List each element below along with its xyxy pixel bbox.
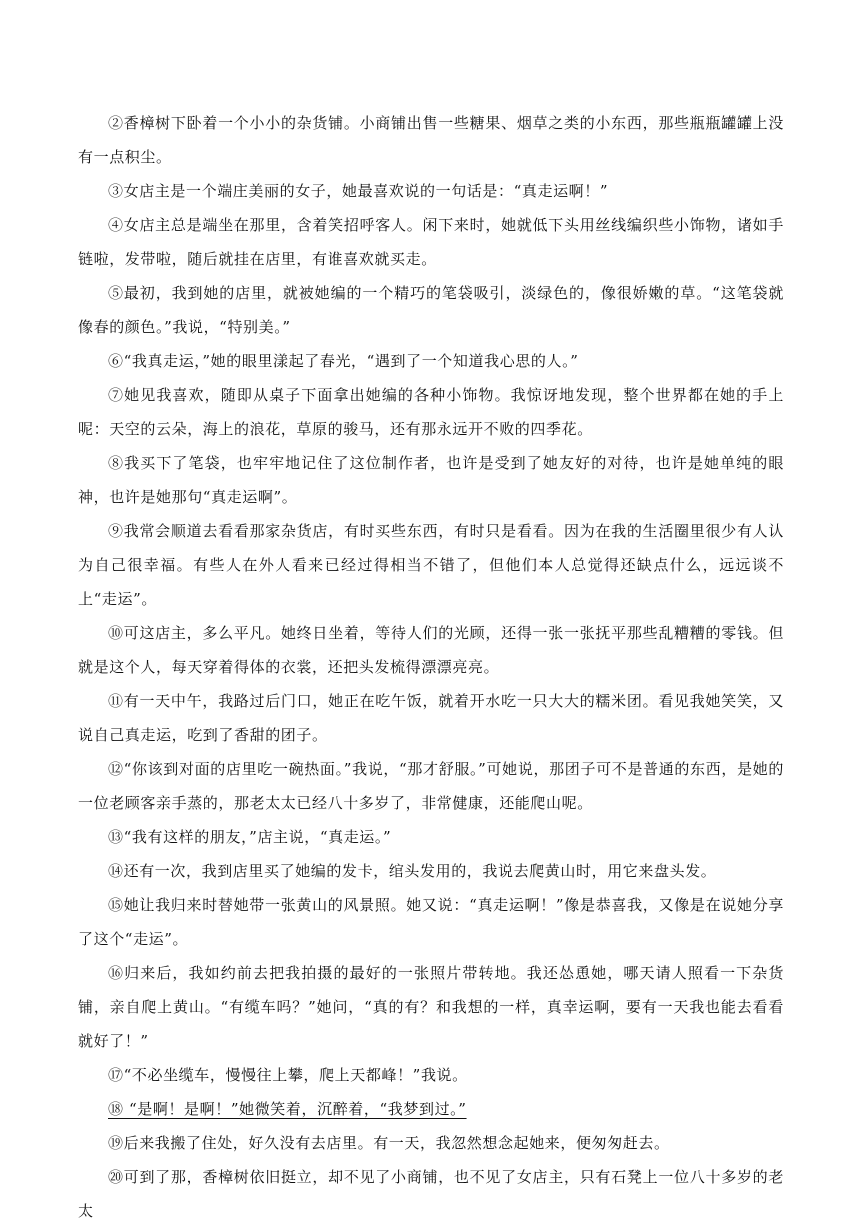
- paragraph-19: ⑲后来我搬了住处，好久没有去店里。有一天，我忽然想念起她来，便匆匆赶去。: [108, 1134, 670, 1152]
- paragraph-7: ⑦她见我喜欢，随即从桌子下面拿出她编的各种小饰物。我惊讶地发现，整个世界都在她的手上呢：天空的云朵，海上的浪花，草原的骏马，还有那永远开不败的四季花。: [78, 386, 784, 438]
- paragraph-16: ⑯归来后，我如约前去把我拍摄的最好的一张照片带转地。我还怂恿她，哪天请人照看一下杂货铺，亲自爬上黄山。“有缆车吗？”她问，“真的有？和我想的一样，真幸运啊，要有一天我也能去看看就好了！”: [78, 964, 784, 1050]
- paragraph-3: ③女店主是一个端庄美丽的女子，她最喜欢说的一句话是：“真走运啊！”: [108, 182, 609, 200]
- paragraph-8: ⑧我买下了笔袋，也牢牢地记住了这位制作者，也许是受到了她友好的对待，也许是她单纯的眼神，也许是她那句“真走运啊”。: [78, 454, 784, 506]
- paragraph-13: ⑬“我有这样的朋友，”店主说，“真走运。”: [108, 828, 392, 846]
- paragraph-9: ⑨我常会顺道去看看那家杂货店，有时买些东西，有时只是看看。因为在我的生活圈里很少有人认为自己很幸福。有些人在外人看来已经过得相当不错了，但他们本人总觉得还缺点什么，远远谈不上“走运”。: [78, 522, 784, 608]
- paragraph-11: ⑪有一天中午，我路过后门口，她正在吃午饭，就着开水吃一只大大的糯米团。看见我她笑笑，又说自己真走运，吃到了香甜的团子。: [78, 692, 784, 744]
- paragraph-14: ⑭还有一次，我到店里买了她编的发卡，绾头发用的，我说去爬黄山时，用它来盘头发。: [108, 862, 717, 880]
- paragraph-10: ⑩可这店主，多么平凡。她终日坐着，等待人们的光顾，还得一张一张抚平那些乱糟糟的零钱。但就是这个人，每天穿着得体的衣裳，还把头发梳得漂漂亮亮。: [78, 624, 784, 676]
- paragraph-2: ②香樟树下卧着一个小小的杂货铺。小商铺出售一些糖果、烟草之类的小东西，那些瓶瓶罐罐上没有一点积尘。: [78, 114, 784, 166]
- paragraph-4: ④女店主总是端坐在那里，含着笑招呼客人。闲下来时，她就低下头用丝线编织些小饰物，诸如手链啦，发带啦，随后就挂在店里，有谁喜欢就买走。: [78, 216, 784, 268]
- paragraph-12: ⑫“你该到对面的店里吃一碗热面。”我说，“那才舒服。”可她说，那团子可不是普通的东西，是她的一位老顾客亲手蒸的，那老太太已经八十多岁了，非常健康，还能爬山呢。: [78, 760, 784, 812]
- paragraph-6: ⑥“我真走运，”她的眼里漾起了春光，“遇到了一个知道我心思的人。”: [108, 352, 579, 370]
- article-body: [78, 106, 784, 1228]
- paragraph-20: ⑳可到了那，香樟树依旧挺立，却不见了小商铺，也不见了女店主，只有石凳上一位八十多岁的老太: [78, 1168, 784, 1220]
- paragraph-5: ⑤最初，我到她的店里，就被她编的一个精巧的笔袋吸引，淡绿色的，像很娇嫩的草。“这笔袋就像春的颜色。”我说，“特别美。”: [78, 284, 784, 336]
- paragraph-15: ⑮她让我归来时替她带一张黄山的风景照。她又说：“真走运啊！”像是恭喜我，又像是在说她分享了这个“走运”。: [78, 896, 784, 948]
- paragraph-18-underlined: ⑱ “是啊！是啊！”她微笑着，沉醉着，“我梦到过。”: [108, 1100, 467, 1118]
- paragraph-17: ⑰“不必坐缆车，慢慢往上攀，爬上天都峰！”我说。: [108, 1066, 468, 1084]
